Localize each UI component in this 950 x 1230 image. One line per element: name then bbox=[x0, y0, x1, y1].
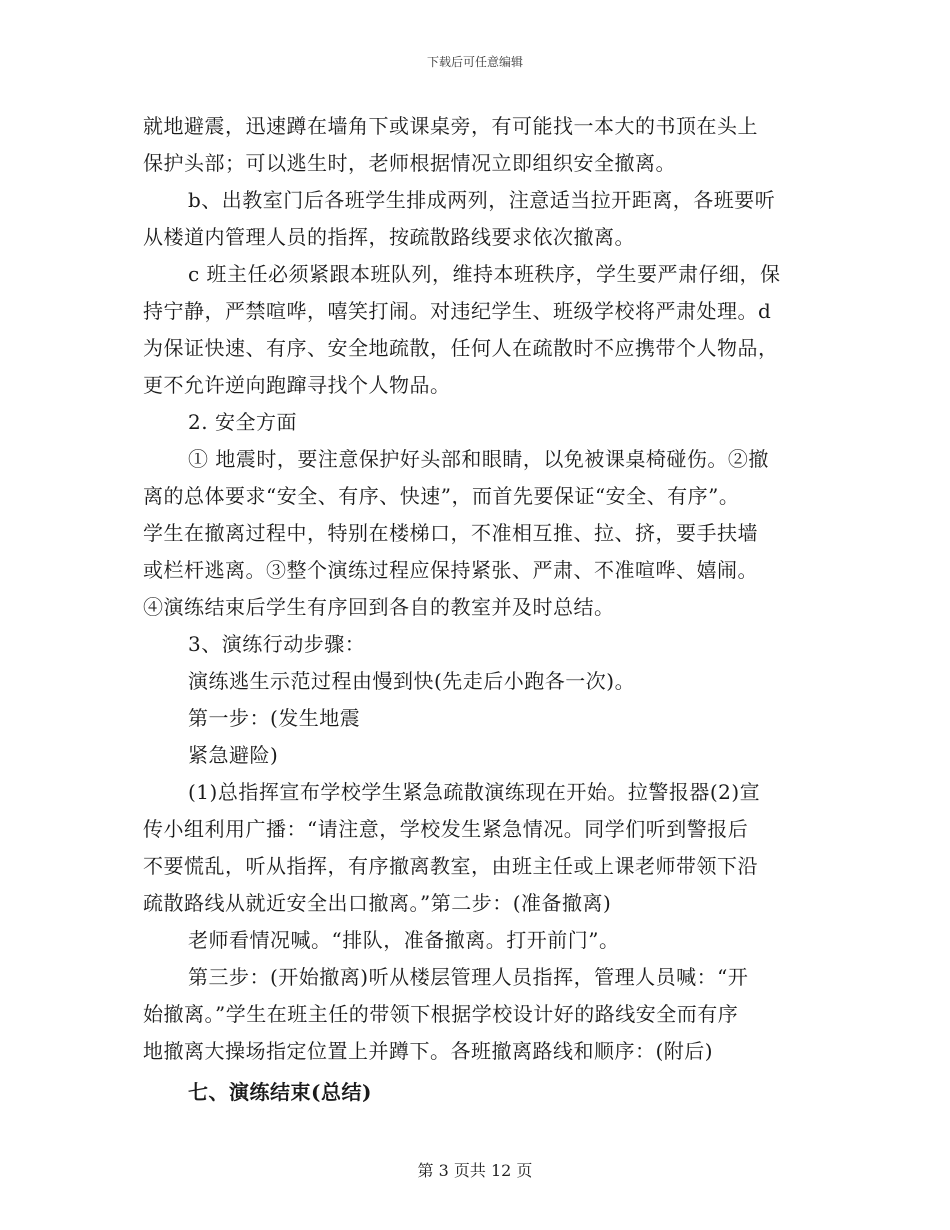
paragraph-line: 学生在撤离过程中，特别在楼梯口，不准相互推、拉、挤，要手扶墙 bbox=[143, 521, 758, 545]
paragraph-line: c 班主任必须紧跟本班队列，维持本班秩序，学生要严肃仔细，保 bbox=[188, 262, 781, 286]
paragraph-line: 传小组利用广播：“请注意，学校发生紧急情况。同学们听到警报后 bbox=[143, 817, 749, 841]
section-heading: 3、演练行动步骤： bbox=[188, 632, 366, 656]
paragraph-line: 疏散路线从就近安全出口撤离。”第二步：(准备撤离) bbox=[143, 891, 612, 915]
page-number: 第 3 页共 12 页 bbox=[417, 1161, 533, 1180]
section-heading: 2. 安全方面 bbox=[188, 410, 297, 434]
paragraph-line: 老师看情况喊。“排队，准备撤离。打开前门”。 bbox=[188, 928, 620, 952]
paragraph-line: 为保证快速、有序、安全地疏散，任何人在疏散时不应携带个人物品， bbox=[143, 336, 779, 360]
paragraph-line: (1)总指挥宣布学校学生紧急疏散演练现在开始。拉警报器(2)宣 bbox=[188, 780, 761, 804]
paragraph-line: 演练逃生示范过程由慢到快(先走后小跑各一次)。 bbox=[188, 669, 636, 693]
paragraph-line: 始撤离。”学生在班主任的带领下根据学校设计好的路线安全而有序 bbox=[143, 1002, 739, 1026]
paragraph-line: ④演练结束后学生有序回到各自的教室并及时总结。 bbox=[143, 595, 615, 619]
paragraph-line: ① 地震时，要注意保护好头部和眼睛，以免被课桌椅碰伤。②撤 bbox=[188, 447, 769, 471]
section-heading: 七、演练结束(总结) bbox=[188, 1080, 372, 1104]
paragraph-line: 紧急避险) bbox=[188, 743, 279, 767]
paragraph-line: 保护头部；可以逃生时，老师根据情况立即组织安全撤离。 bbox=[143, 151, 676, 175]
paragraph-line: 离的总体要求“安全、有序、快速”，而首先要保证“安全、有序”。 bbox=[143, 484, 740, 508]
paragraph-line: 第一步：(发生地震 bbox=[188, 706, 361, 730]
paragraph-line: 不要慌乱，听从指挥，有序撤离教室，由班主任或上课老师带领下沿 bbox=[143, 854, 758, 878]
paragraph-line: 从楼道内管理人员的指挥，按疏散路线要求依次撤离。 bbox=[143, 225, 635, 249]
paragraph-line: 或栏杆逃离。③整个演练过程应保持紧张、严肃、不准喧哗、嬉闹。 bbox=[143, 558, 758, 582]
paragraph-line: 就地避震，迅速蹲在墙角下或课桌旁，有可能找一本大的书顶在头上 bbox=[143, 114, 758, 138]
paragraph-line: 地撤离大操场指定位置上并蹲下。各班撤离路线和顺序：(附后) bbox=[143, 1039, 714, 1063]
page-header: 下载后可任意编辑 bbox=[426, 55, 523, 69]
paragraph-line: 第三步：(开始撤离)听从楼层管理人员指挥，管理人员喊：“开 bbox=[188, 965, 749, 989]
paragraph-line: 持宁静，严禁喧哗，嘻笑打闹。对违纪学生、班级学校将严肃处理。d bbox=[143, 299, 772, 323]
paragraph-line: 更不允许逆向跑蹿寻找个人物品。 bbox=[143, 373, 451, 397]
paragraph-line: b、出教室门后各班学生排成两列，注意适当拉开距离，各班要听 bbox=[188, 188, 776, 212]
